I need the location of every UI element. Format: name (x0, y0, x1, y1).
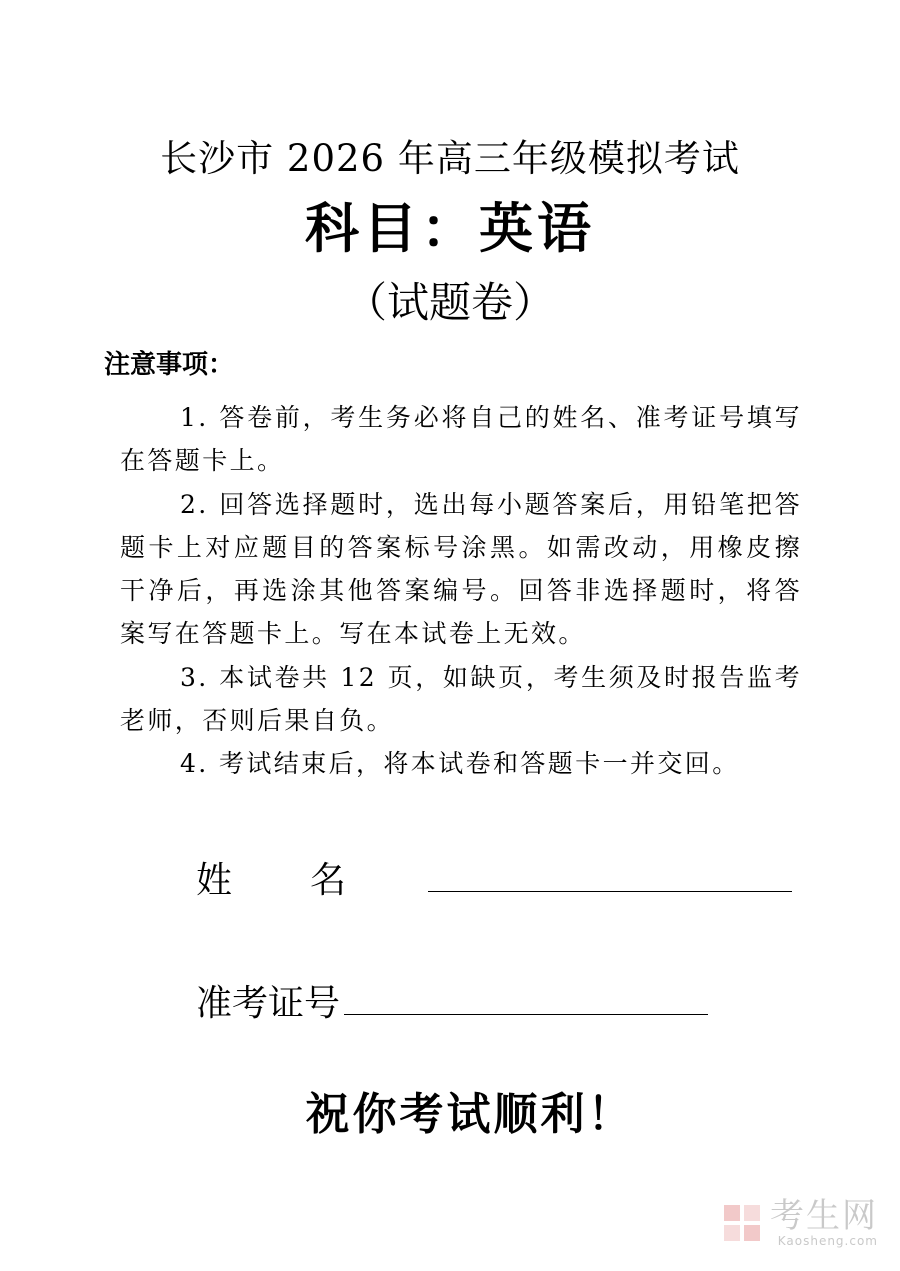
notice-item-4: 4. 考试结束后，将本试卷和答题卡一并交回。 (180, 749, 740, 779)
exam-subject: 科目：英语 (305, 197, 595, 260)
exam-title: 长沙市 2026 年高三年级模拟考试 (160, 137, 740, 180)
name-label: 姓名 (196, 860, 425, 901)
good-luck-message: 祝你考试顺利！ (305, 1089, 635, 1140)
paper-type: （试题卷） (344, 278, 555, 327)
notice-item-2: 2. 回答选择题时，选出每小题答案后，用铅笔把答题卡上对应题目的答案标号涂黑。如需改动，用橡皮擦干净后，再选涂其他答案编号。回答非选择题时，将答案写在答题卡上。写在本试卷上无效。 (120, 489, 802, 649)
watermark-text (770, 1198, 878, 1248)
watermark-domain: Kaosheng.com (777, 1234, 878, 1248)
notice-item-3: 3. 本试卷共 12 页，如缺页，考生须及时报告监考老师，否则后果自负。 (120, 662, 802, 736)
watermark-brand: 考生网 (770, 1196, 878, 1236)
notice-list (120, 396, 802, 786)
notice-item-1: 1. 答卷前，考生务必将自己的姓名、准考证号填写在答题卡上。 (120, 403, 802, 476)
exam-id-field (196, 975, 708, 1026)
exam-id-label: 准考证号 (196, 983, 341, 1024)
name-blank-line (428, 861, 792, 892)
name-field (196, 852, 792, 903)
notice-heading: 注意事项： (104, 350, 235, 380)
kaosheng-logo-icon (722, 1203, 762, 1243)
exam-id-blank-line (344, 984, 708, 1015)
watermark (722, 1198, 878, 1248)
